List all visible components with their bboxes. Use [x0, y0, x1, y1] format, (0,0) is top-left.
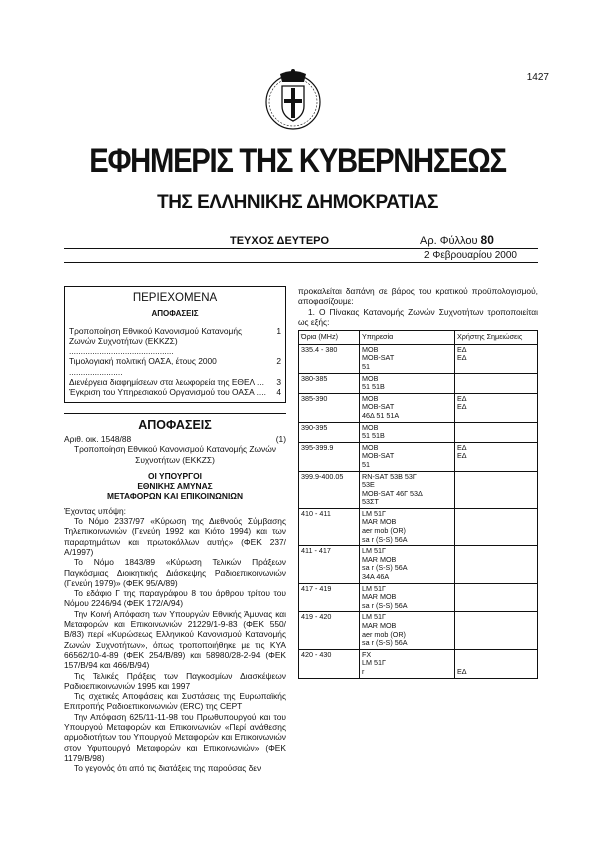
decision-title: Τροποποίηση Εθνικού Κανονισμού Κατανομής Ζωνών Συχνοτήτων (ΕΚΚΖΣ): [74, 444, 276, 465]
ministry-defence: ΕΘΝΙΚΗΣ ΑΜΥΝΑΣ: [137, 481, 213, 492]
table-cell-service: ΜΟΒ ΜΟΒ-SAT 51: [360, 442, 455, 471]
ministry-transport: ΜΕΤΑΦΟΡΩΝ ΚΑΙ ΕΠΙΚΟΙΝΩΝΙΩΝ: [106, 491, 244, 502]
right-column: [298, 286, 538, 679]
table-cell-user: [455, 422, 538, 442]
contents-box: [64, 286, 286, 403]
table-cell-service: LM 51Γ MAR MOB sa r (S-S) 56Α: [360, 583, 455, 612]
page-number: 1427: [526, 72, 549, 83]
table-row: [299, 442, 538, 471]
greek-coat-of-arms-icon: [260, 66, 326, 132]
table-cell-user: ΕΔ ΕΔ: [455, 344, 538, 373]
column-header: Υπηρεσία: [360, 331, 455, 345]
table-cell-range: 420 - 430: [299, 649, 360, 678]
table-cell-service: RN-SAT 53Β 53Γ 53Ε ΜΟΒ-SAT 46Γ 53Δ 53ΣΤ: [360, 471, 455, 508]
consideration-paragraph: Τις Τελικές Πράξεις των Παγκοσμίων Διασκέψεων Ραδιοεπικοινωνιών 1995 και 1997: [64, 670, 286, 691]
consideration-paragraph: Το Νόμο 1843/89 «Κύρωση Τελικών Πράξεων Παγκόσμιας Διοικητικής Διάσκεψης Ραδιοεπικοινωνιών (Γενεύη 1979)» (ΦΕΚ 95/Α/89): [64, 557, 286, 588]
consideration-paragraph: Την Απόφαση 625/11-11-98 του Πρωθυπουργού και του Υπουργού Μεταφορών και Επικοινωνιών «Περί ανάθεσης αρμοδιοτήτων του Υπουργού Μεταφορών και Επικοινωνιών στον Υφυπουργό Μεταφορών και Επικοινωνιών» (ΦΕΚ 1179/Β/98): [64, 711, 286, 763]
table-row: [299, 422, 538, 442]
table-cell-range: 417 - 419: [299, 583, 360, 612]
contents-heading: ΠΕΡΙΕΧΟΜΕΝΑ: [132, 292, 218, 304]
sheet-number: Αρ. Φύλλου 80: [420, 233, 494, 247]
table-cell-service: FX LM 51Γ r: [360, 649, 455, 678]
contents-subheading: ΑΠΟΦΑΣΕΙΣ: [151, 309, 199, 319]
table-header-row: [299, 331, 538, 345]
table-cell-service: LM 51Γ MAR MOB sa r (S-S) 56Α 34Α 46Α: [360, 546, 455, 583]
consideration-paragraph: Το εδάφιο Γ της παραγράφου 8 του άρθρου τρίτου του Νόμου 2246/94 (ΦΕΚ 172/Α/94): [64, 588, 286, 609]
table-cell-user: ΕΔ: [455, 649, 538, 678]
table-cell-range: 385-390: [299, 393, 360, 422]
table-cell-service: ΜΟΒ 51 51Β: [360, 373, 455, 393]
table-cell-range: 411 - 417: [299, 546, 360, 583]
frequency-table: [298, 330, 538, 678]
table-cell-user: [455, 583, 538, 612]
table-cell-service: ΜΟΒ ΜΟΒ-SAT 46Δ 51 51Α: [360, 393, 455, 422]
table-cell-user: [455, 508, 538, 545]
gazette-subtitle: ΤΗΣ ΕΛΛΗΝΙΚΗΣ ΔΗΜΟΚΡΑΤΙΑΣ: [157, 192, 438, 213]
having-in-mind: Έχοντας υπόψη:: [64, 505, 126, 516]
toc-item: Έγκριση του Υπηρεσιακού Οργανισμού του ΟΑΣΑ .... 4: [69, 387, 281, 398]
issue-label: ΤΕΥΧΟΣ ΔΕΥΤΕΡΟ: [230, 235, 330, 247]
table-row: [299, 471, 538, 508]
table-row: [299, 344, 538, 373]
consideration-paragraph: Το Νόμο 2337/97 «Κύρωση της Διεθνούς Σύμβασης Τηλεπικοινωνιών (Γενεύη 1992 και Κιότο 1994) και των παραρτημάτων και πρωτοκόλλων αυτής» (ΦΕΚ 237/Α/1997): [64, 516, 286, 557]
table-cell-service: ΜΟΒ ΜΟΒ-SAT 51: [360, 344, 455, 373]
table-row: [299, 649, 538, 678]
table-cell-user: ΕΔ ΕΔ: [455, 393, 538, 422]
table-cell-range: 395-399.9: [299, 442, 360, 471]
ministers-heading: ΟΙ ΥΠΟΥΡΓΟΙ: [148, 470, 202, 481]
column-header: Όρια (MHz): [299, 331, 360, 345]
toc-item: Διενέργεια διαφημίσεων στα λεωφορεία της ΕΘΕΛ ... 3: [69, 377, 281, 388]
toc-item: Τιμολογιακή πολιτική ΟΑΣΑ, έτους 2000 ....................... 2: [69, 356, 281, 377]
consideration-paragraph: Τις σχετικές Αποφάσεις και Συστάσεις της Ευρωπαϊκής Επιτροπής Ραδιοεπικοινωνιών (ERC) της CEPT: [64, 691, 286, 712]
gazette-title: ΕΦΗΜΕΡΙΣ ΤΗΣ ΚΥΒΕΡΝΗΣΕΩΣ: [89, 142, 506, 180]
table-row: [299, 612, 538, 649]
table-cell-user: [455, 612, 538, 649]
consideration-paragraph: Το γεγονός ότι από τις διατάξεις της παρούσας δεν: [74, 763, 262, 774]
table-row: [299, 508, 538, 545]
table-row: [299, 373, 538, 393]
table-cell-user: [455, 471, 538, 508]
table-cell-range: 410 - 411: [299, 508, 360, 545]
header-rule: [64, 248, 538, 249]
table-row: [299, 393, 538, 422]
decisions-heading: ΑΠΟΦΑΣΕΙΣ: [64, 413, 286, 430]
intro-text: προκαλείται δαπάνη σε βάρος του κρατικού προϋπολογισμού, αποφασίζουμε:: [298, 286, 538, 307]
table-cell-service: LM 51Γ MAR MOB aer mob (OR) sa r (S-S) 56Α: [360, 612, 455, 649]
table-cell-range: 380-385: [299, 373, 360, 393]
table-cell-service: LM 51Γ MAR MOB aer mob (OR) sa r (S-S) 56Α: [360, 508, 455, 545]
decision-reference: Αριθ. οικ. 1548/88 (1): [64, 433, 286, 444]
table-cell-range: 399.9-400.05: [299, 471, 360, 508]
toc-item: Τροποποίηση Εθνικού Κανονισμού Κατανομής Ζωνών Συχνοτήτων (ΕΚΚΖΣ) ............................................. 1: [69, 325, 281, 357]
header-rule-bottom: [64, 262, 538, 263]
column-header: Χρήστης Σημειώσεις: [455, 331, 538, 345]
table-cell-user: [455, 373, 538, 393]
table-cell-range: 335.4 - 380: [299, 344, 360, 373]
table-cell-user: [455, 546, 538, 583]
issue-date: 2 Φεβρουαρίου 2000: [424, 250, 517, 261]
table-cell-service: ΜΟΒ 51 51Β: [360, 422, 455, 442]
table-row: [299, 583, 538, 612]
table-cell-range: 390-395: [299, 422, 360, 442]
table-row: [299, 546, 538, 583]
consideration-paragraph: Την Κοινή Απόφαση των Υπουργών Εθνικής Άμυνας και Μεταφορών και Επικοινωνιών 21229/1-9-83 (ΦΕΚ 550/Β/83) περί «Κυρώσεως Ελληνικού Κανονισμού Κατανομής Ζωνών Συχνοτήτων», όπως τροποποιήθηκε με τις ΚΥΑ 66562/10-4-89 (ΦΕΚ 254/Β/89) και 58980/28-2-94 (ΦΕΚ 157/Β/94 και 466/Β/94): [64, 608, 286, 671]
table-cell-range: 419 - 420: [299, 612, 360, 649]
intro-amendment: 1. Ο Πίνακας Κατανομής Ζωνών Συχνοτήτων τροποποιείται ως εξής:: [298, 306, 538, 327]
left-column: [64, 286, 286, 773]
table-cell-user: ΕΔ ΕΔ: [455, 442, 538, 471]
